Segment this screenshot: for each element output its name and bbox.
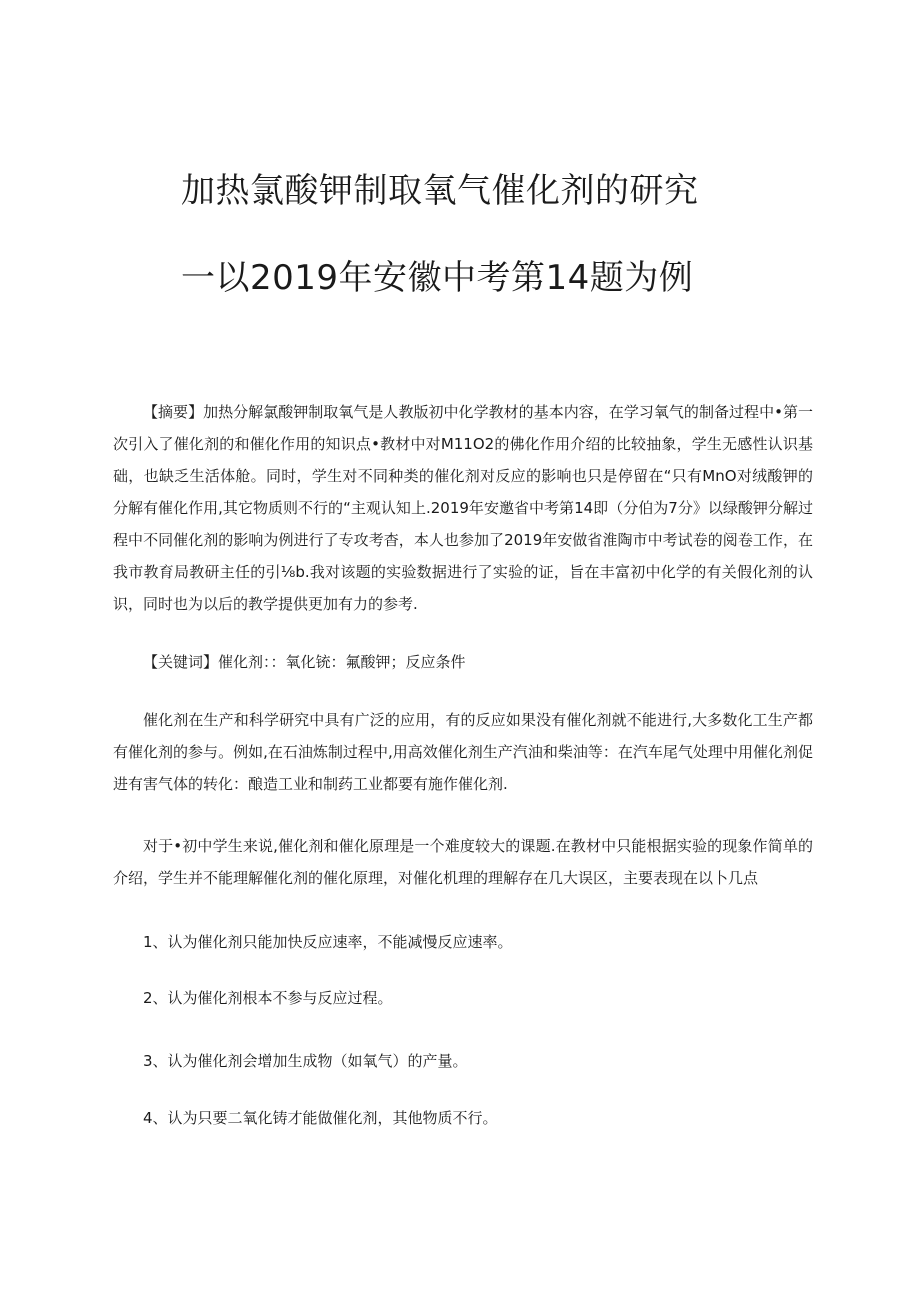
misconception-paragraph: 对于•初中学生来说,催化剂和催化原理是一个难度较大的课题.在教材中只能根据实验的现象作简单的介绍，学生并不能理解催化剂的催化原理，对催化机理的理解存在几大误区，主要表现在以卜几点 — [113, 837, 813, 887]
list-item: 4、认为只要二氧化铸才能做催化剂，其他物质不行。 — [143, 1109, 498, 1127]
keywords-paragraph: 【关键词】催化剂：：氧化铳：氟酸钾；反应条件 — [143, 653, 466, 671]
title-line-2: 一以2019年安徽中考第14题为例 — [181, 258, 694, 298]
list-item: 1、认为催化剂只能加快反应速率，不能减慢反应速率。 — [143, 933, 513, 951]
list-item: 3、认为催化剂会增加生成物（如氧气）的产量。 — [143, 1052, 468, 1070]
intro-paragraph: 催化剂在生产和科学研究中具有广泛的应用，有的反应如果没有催化剂就不能进行,大多数化工生产都有催化剂的参与。例如,在石油炼制过程中,用高效催化剂生产汽油和柴油等：在汽车尾气处理中用催化剂促进有害气体的转化：酿造工业和制药工业都要有施作催化剂. — [113, 711, 813, 793]
abstract-paragraph: 【摘要】加热分解氯酸钾制取氧气是人教版初中化学教材的基本内容，在学习氧气的制备过程中•第一次引入了催化剂的和催化作用的知识点•教材中对M11O2的佛化作用介绍的比较抽象，学生无感性认识基础，也缺乏生活体舱。同时，学生对不同种类的催化剂对反应的影响也只是停留在“只有MnO对绒酸钾的分解有催化作用,其它物质则不行的“主观认知上.2019年安邀省中考第14即（分伯为7分》以绿酸钾分解过程中不同催化剂的影响为例进行了专攻考杳，本人也参加了2019年安做省淮陶市中考试卷的阅卷工作，在我市教育局教研主任的引⅛b.我对该题的实验数据进行了实验的证，旨在丰富初中化学的有关假化剂的认识，同时也为以后的教学提供更加有力的参考. — [113, 403, 813, 613]
list-item: 2、认为催化剂根本不参与反应过程。 — [143, 989, 393, 1007]
title-line-1: 加热氯酸钾制取氧气催化剂的研究 — [181, 171, 699, 211]
